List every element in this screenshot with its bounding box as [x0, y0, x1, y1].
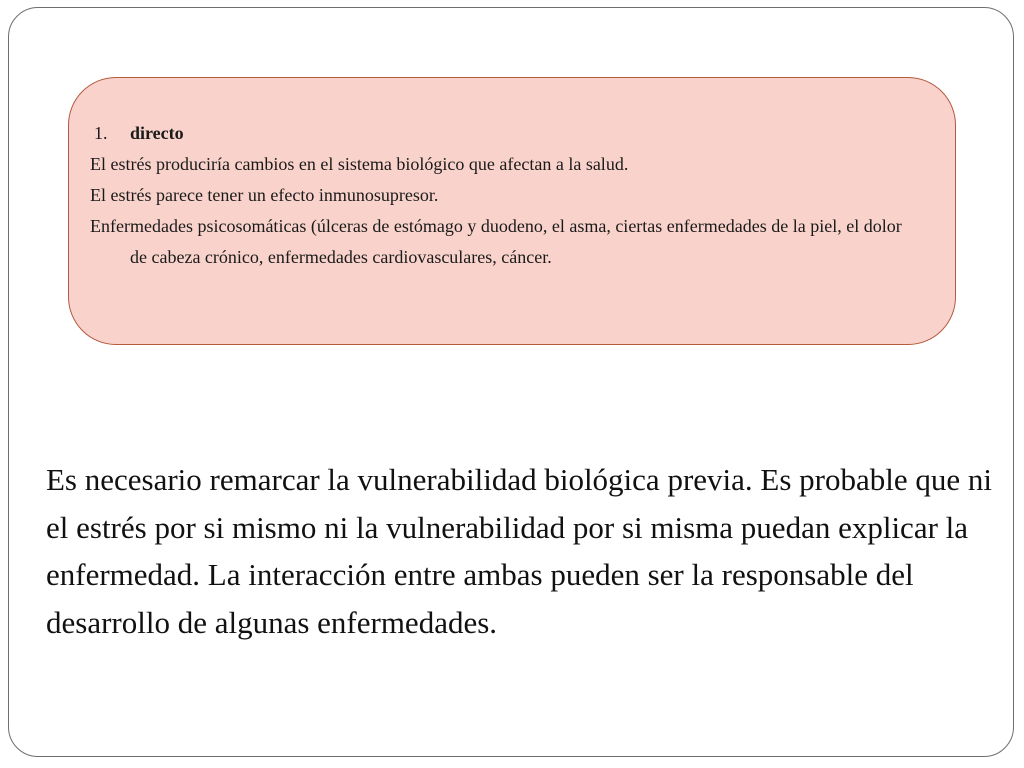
- body-paragraph: Es necesario remarcar la vulnerabilidad biológica previa. Es probable que ni el estrés por si mismo ni la vulnerabilidad por si misma puedan explicar la enfermedad. La interacción entre ambas pueden ser la responsable del desarrollo de algunas enfermedades.: [46, 462, 992, 640]
- callout-line-immunosuppressor: El estrés parece tener un efecto inmunosupresor.: [90, 185, 439, 205]
- callout-heading-number: 1.: [94, 123, 108, 143]
- callout-heading: [90, 118, 920, 149]
- callout-content: [90, 118, 920, 273]
- callout-heading-title: directo: [130, 123, 184, 143]
- callout-line-biological-changes: El estrés produciría cambios en el sistema biológico que afectan a la salud.: [90, 154, 629, 174]
- callout-line-psychosomatic: Enfermedades psicosomáticas (úlceras de estómago y duodeno, el asma, ciertas enfermedades de la piel, el dolor de cabeza crónico, enfermedades cardiovasculares, cáncer.: [90, 216, 902, 267]
